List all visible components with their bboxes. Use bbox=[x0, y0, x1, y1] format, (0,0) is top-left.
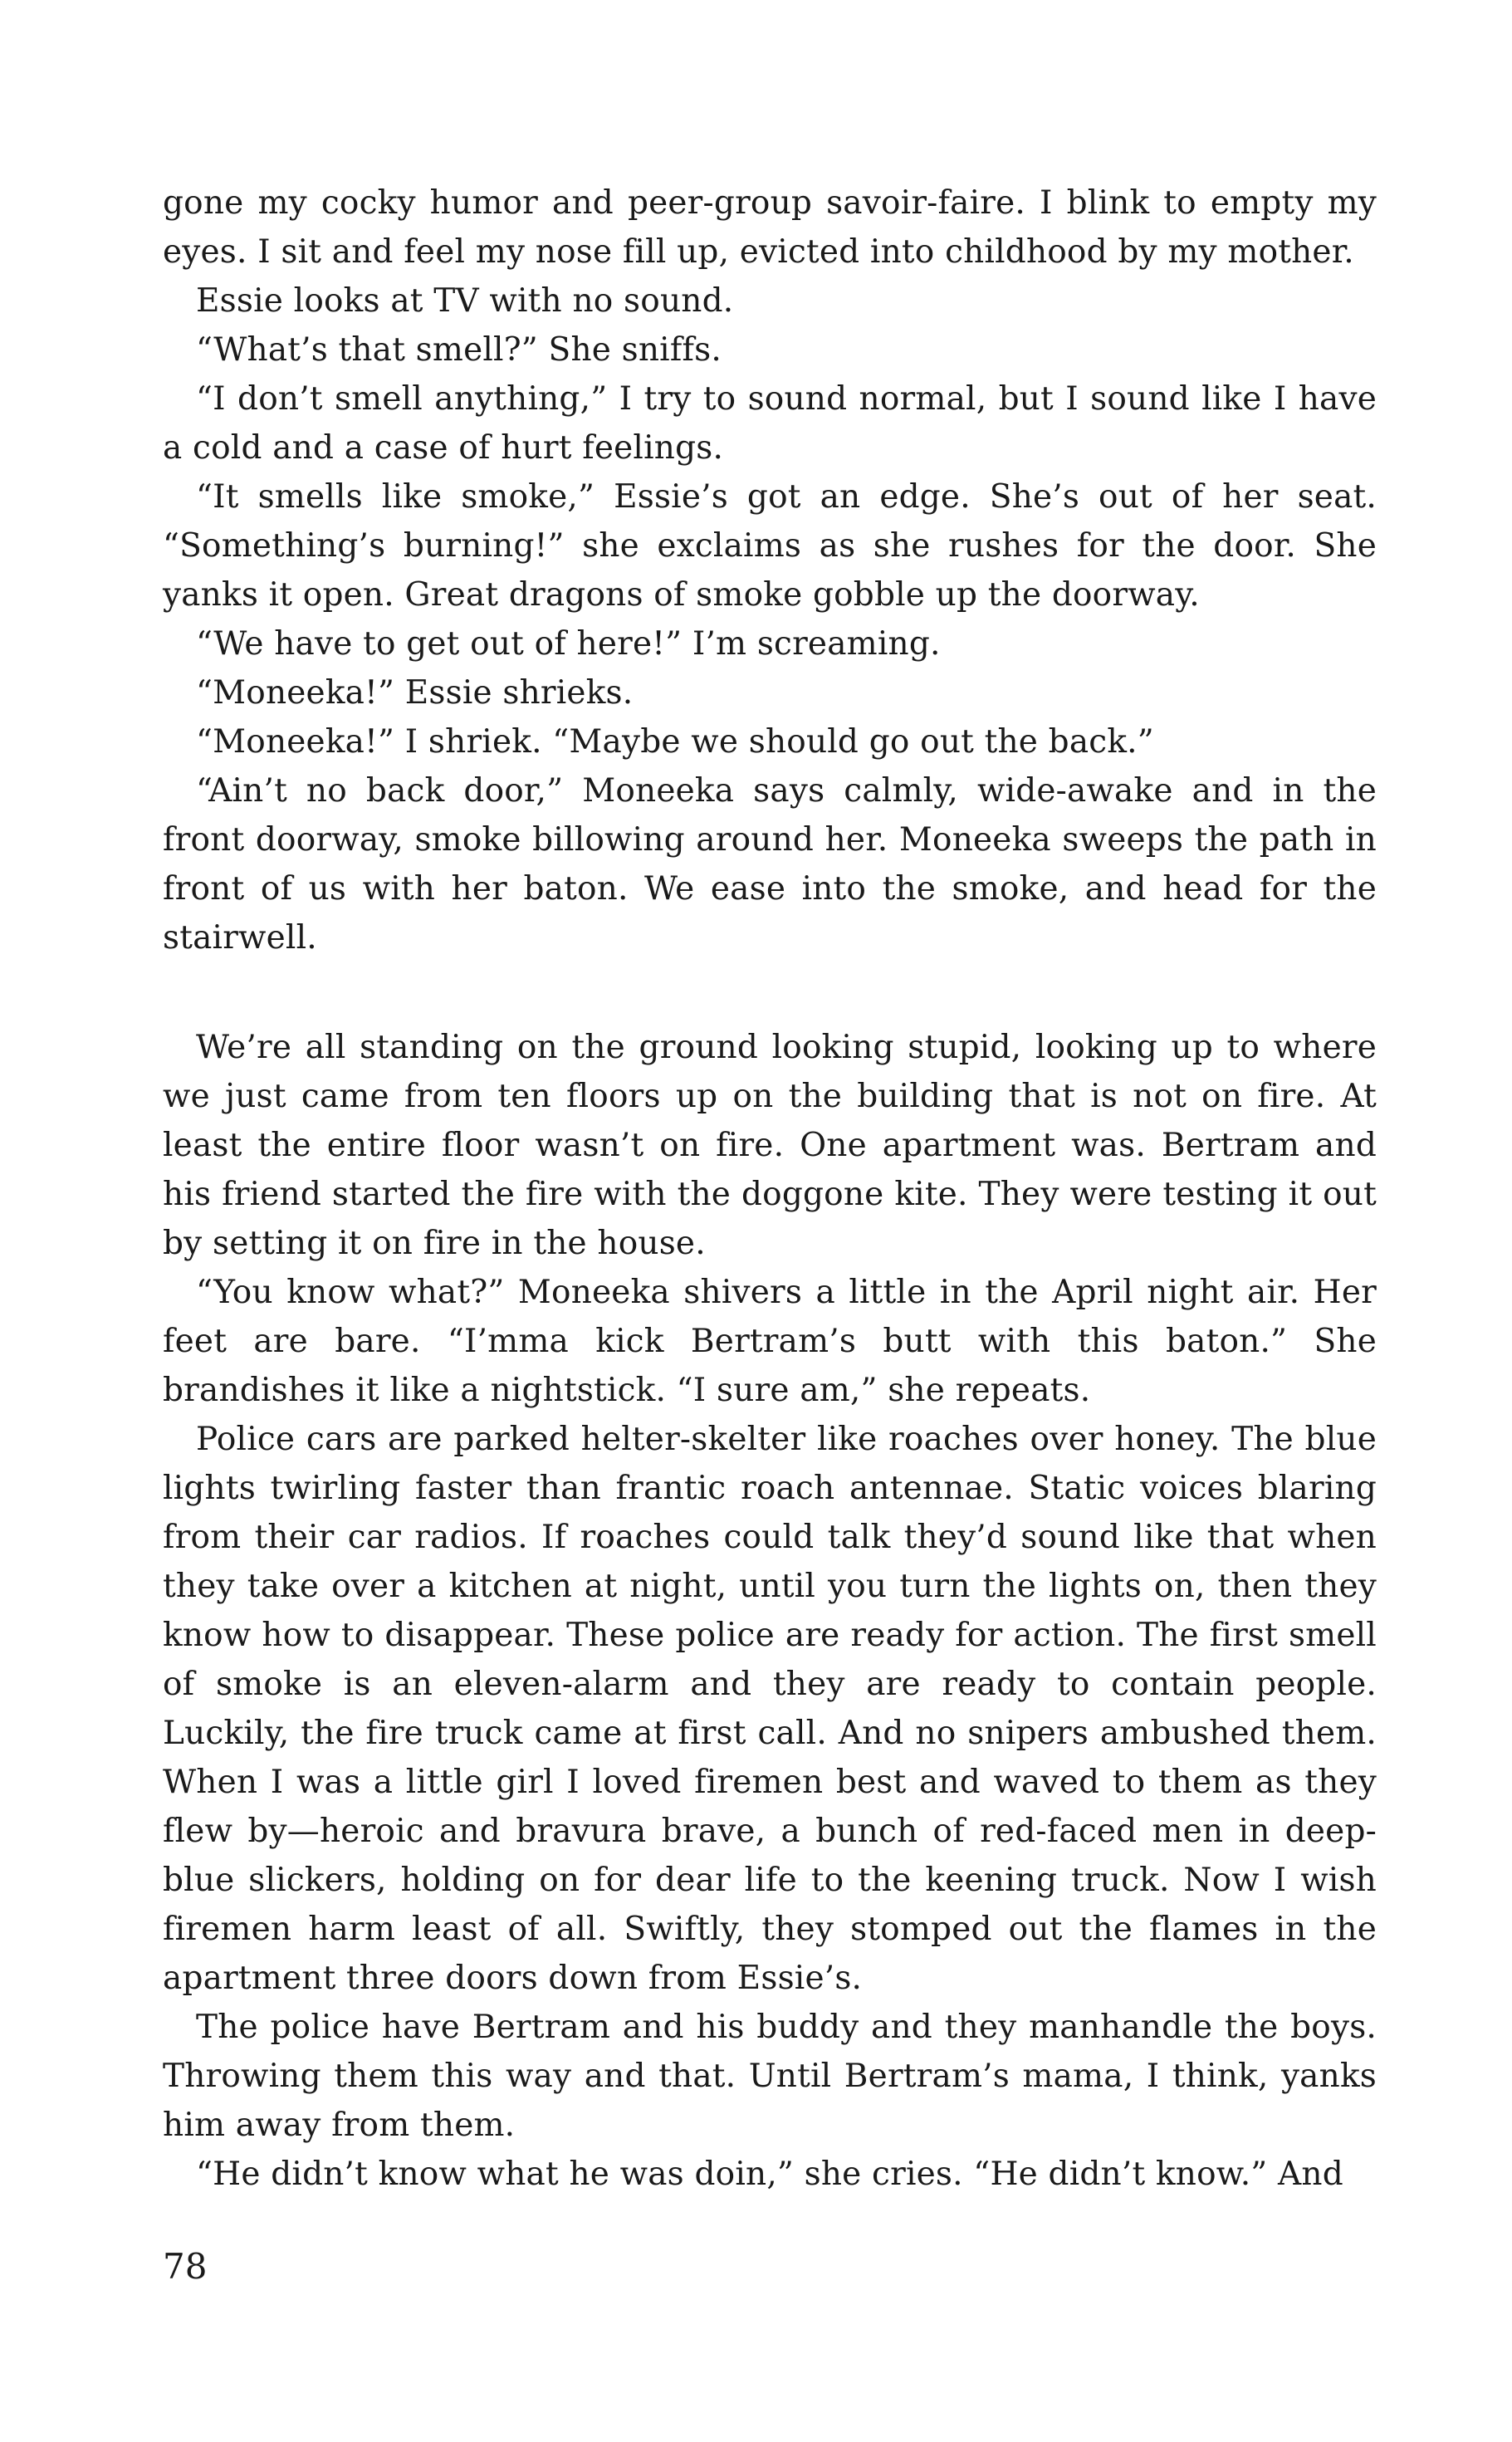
paragraph: “Ain’t no back door,” Moneeka says calmly, wide-awake and in the front doorway, smoke billowing around her. Moneeka sweeps the path in front of us with her baton. We ease into the smoke, and head for the stairwell. bbox=[163, 772, 1377, 957]
paragraph: “It smells like smoke,” Essie’s got an edge. She’s out of her seat. “Something’s burning!” she exclaims as she rushes for the door. She yanks it open. Great dragons of smoke gobble up the doorway. bbox=[163, 478, 1377, 614]
paragraph: gone my cocky humor and peer-group savoir-faire. I blink to empty my eyes. I sit and feel my nose fill up, evicted into childhood by my mother. bbox=[163, 184, 1377, 271]
paragraph: Police cars are parked helter-skelter like roaches over honey. The blue lights twirling faster than frantic roach antennae. Static voices blaring from their car radios. If roaches could talk they’d sound like that when they take over a kitchen at night, until you turn the lights on, then they know how to disappear. These police are ready for action. The first smell of smoke is an eleven-alarm and they are ready to contain people. Luckily, the fire truck came at first call. And no snipers ambushed them. When I was a little girl I loved firemen best and waved to them as they flew by—heroic and bravura brave, a bunch of red-faced men in deep-blue slickers, holding on for dear life to the keening truck. Now I wish firemen harm least of all. Swiftly, they stomped out the flames in the apartment three doors down from Essie’s. bbox=[163, 1421, 1377, 1997]
paragraph: “Moneeka!” Essie shrieks. bbox=[196, 674, 634, 712]
paragraph: Essie looks at TV with no sound. bbox=[196, 282, 734, 320]
paragraph: “Moneeka!” I shriek. “Maybe we should go out the back.” bbox=[196, 723, 1154, 761]
text-block-after-break bbox=[163, 1023, 1377, 2199]
page-number: 78 bbox=[163, 2246, 208, 2287]
text-block-before-break bbox=[163, 179, 1377, 962]
paragraph: “What’s that smell?” She sniffs. bbox=[196, 331, 722, 369]
paragraph: “He didn’t know what he was doin,” she cries. “He didn’t know.” And bbox=[196, 2156, 1343, 2193]
paragraph: We’re all standing on the ground looking stupid, looking up to where we just came from ten floors up on the building that is not on fire. At least the entire floor wasn’t on fire. One apartment was. Bertram and his friend started the fire with the doggone kite. They were testing it out by setting it on fire in the house. bbox=[163, 1029, 1377, 1262]
paragraph: “We have to get out of here!” I’m screaming. bbox=[196, 625, 941, 663]
paragraph: “You know what?” Moneeka shivers a little in the April night air. Her feet are bare. “I’mma kick Bertram’s butt with this baton.” She brandishes it like a nightstick. “I sure am,” she repeats. bbox=[163, 1274, 1377, 1409]
paragraph: “I don’t smell anything,” I try to sound normal, but I sound like I have a cold and a case of hurt feelings. bbox=[163, 380, 1377, 467]
paragraph: The police have Bertram and his buddy and they manhandle the boys. Throwing them this way and that. Until Bertram’s mama, I think, yanks him away from them. bbox=[163, 2009, 1377, 2144]
